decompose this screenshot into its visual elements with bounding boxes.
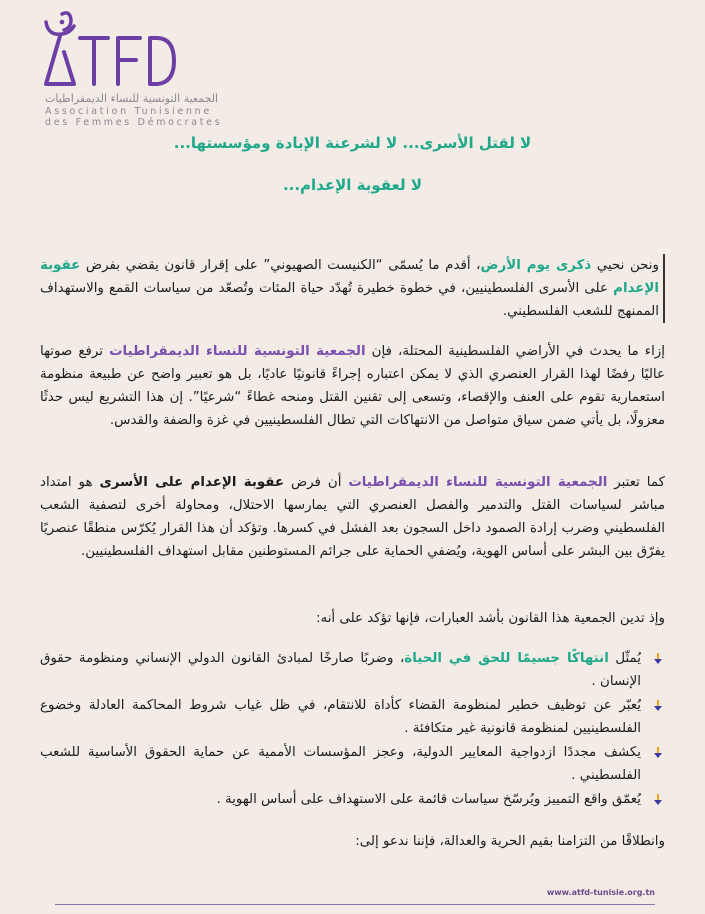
list-item [40, 694, 665, 740]
text: ونحن نحيي [591, 258, 659, 273]
text: أن فرض [284, 475, 349, 490]
text: يُمثّل [608, 651, 641, 666]
headline-line-2: لا لعقوبة الإعدام... [282, 176, 423, 194]
down-arrow-bullet-icon [653, 653, 663, 665]
paragraph-1 [40, 254, 665, 323]
atfd-logo-mark [40, 8, 180, 92]
bold-death-penalty-prisoners: عقوبة الإعدام على الأسرى [99, 475, 285, 490]
highlight-right-to-life: انتهاكًا جسيمًا للحق في الحياة [404, 651, 609, 666]
footer-website-link[interactable]: www.atfd-tunisie.org.tn [546, 888, 655, 897]
text: كما تعتبر [607, 475, 665, 490]
text: يُعمّق واقع التمييز ويُرسّخ سياسات قائمة على الاستهداف على أساس الهوية . [216, 792, 641, 807]
bullet-list [40, 647, 665, 812]
text: ، وضربًا صارخًا لمبادئ القانون الدولي الإنساني ومنظومة حقوق الإنسان . [40, 651, 641, 689]
text: ، أقدم ما يُسمّى “الكنيست الصهيوني” على إقرار قانون يقضي بفرض [80, 258, 481, 273]
down-arrow-bullet-icon [653, 747, 663, 759]
highlight-land-day: ذكرى يوم الأرض [480, 258, 592, 273]
paragraph-3 [40, 471, 665, 563]
logo-french-line-2: des Femmes Démocrates [45, 117, 223, 128]
logo-arabic-name: الجمعية التونسية للنساء الديمقراطيات [45, 92, 219, 105]
paragraph-5: وانطلاقًا من التزامنا بقيم الحرية والعدالة، فإننا ندعو إلى: [355, 834, 665, 849]
atfd-logo [40, 8, 240, 128]
paragraph-2 [40, 340, 665, 432]
list-item [40, 741, 665, 787]
highlight-association-name: الجمعية التونسية للنساء الديمقراطيات [109, 344, 366, 359]
down-arrow-bullet-icon [653, 794, 663, 806]
text: يكشف مجددًا ازدواجية المعايير الدولية، وعجز المؤسسات الأممية عن حماية الحقوق الأساسية للشعب الفلسطيني . [40, 745, 641, 783]
paragraph-4: وإذ تدين الجمعية هذا القانون بأشد العبارات، فإنها تؤكد على أنه: [316, 611, 665, 626]
text: على الأسرى الفلسطينيين، في خطوة خطيرة تُهدّد حياة المئات وتُصعّد من سياسات القمع والاستهداف الممنهج للشعب الفلسطيني. [40, 281, 659, 319]
list-item [40, 788, 665, 811]
logo-french-line-1: Association Tunisienne [45, 106, 212, 117]
highlight-death-penalty: عقوبة الإعدام [40, 258, 659, 296]
footer-divider [55, 904, 655, 905]
highlight-association-name: الجمعية التونسية للنساء الديمقراطيات [348, 475, 608, 490]
down-arrow-bullet-icon [653, 700, 663, 712]
text: ترفع صوتها عاليًا رفضًا لهذا القرار العنصري الذي لا يمكن اعتباره إجراءً قانونيًا عاديًا، بل هو تعبير واضح عن طبيعة منظومة استعمارية تقوم على العنف والإقصاء، وتسعى إلى تقنين القتل ومنحه غطاءً “شرعيًا”. إن هذا التشريع ليس حدثًا معزولًا، بل يأتي ضمن سياق متواصل من الانتهاكات التي تطال الفلسطينيين في غزة والضفة والقدس. [40, 344, 665, 428]
text: إزاء ما يحدث في الأراضي الفلسطينية المحتلة، فإن [365, 344, 665, 359]
text: يُعبّر عن توظيف خطير لمنظومة القضاء كأداة للانتقام، في ظل غياب شروط المحاكمة العادلة وخضوع الفلسطينيين لمنظومة قانونية غير متكافئة . [40, 698, 641, 736]
headline-line-1: لا لقتل الأسرى... لا لشرعنة الإبادة ومؤسستها... [173, 134, 532, 152]
text: هو امتداد مباشر لسياسات القتل والتدمير والفصل العنصري التي يمارسها الاحتلال، ومحاولة أخرى لتصفية الشعب الفلسطيني وضرب إرادة الصمود داخل السجون بعد الفشل في كسرها. وتؤكد أن هذا القرار يُكرّس منطقًا عنصريًا يفرّق بين البشر على أساس الهوية، ويُضفي الحماية على جرائم المستوطنين مقابل استهداف الفلسطينيين. [40, 475, 665, 559]
list-item [40, 647, 665, 693]
